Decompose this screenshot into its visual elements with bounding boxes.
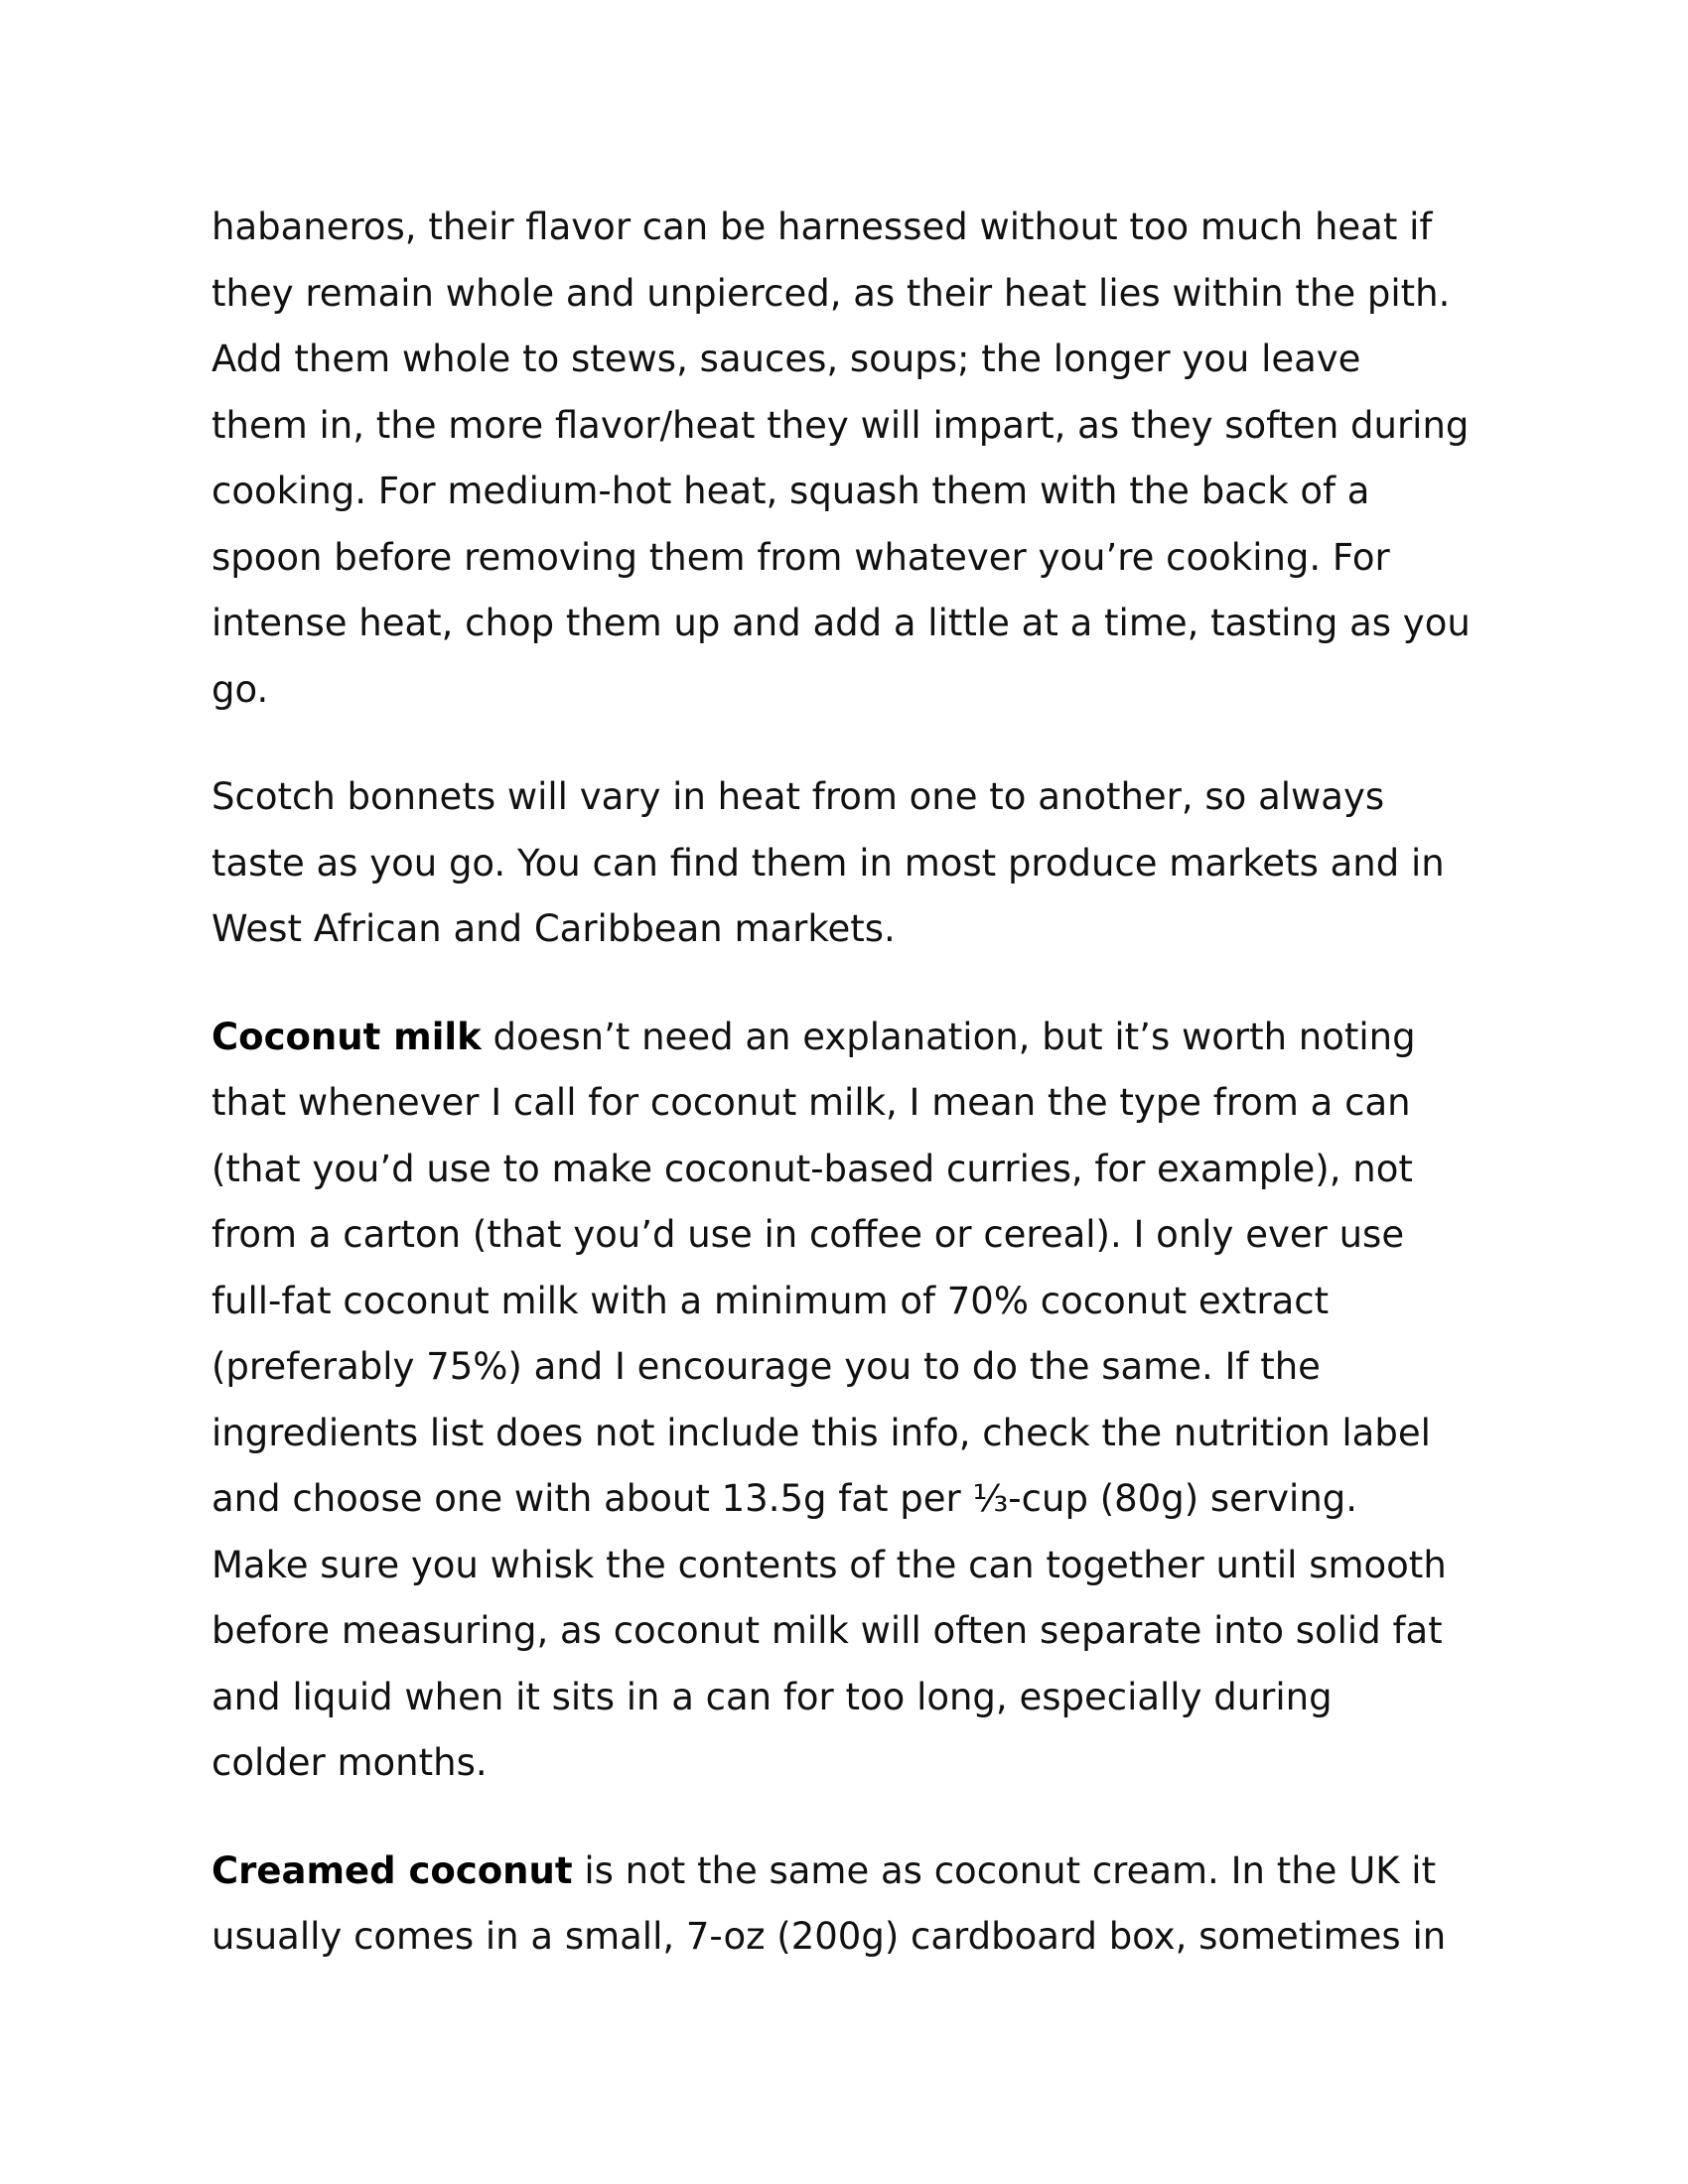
term-coconut-milk: Coconut milk: [211, 1015, 482, 1058]
text-line: and liquid when it sits in a can for too long, especially during: [211, 1675, 1333, 1718]
text-line: and choose one with about 13.5g fat per ⅓-cup (80g) serving.: [211, 1477, 1358, 1520]
text-line: spoon before removing them from whatever you’re cooking. For: [211, 535, 1390, 579]
text-line: from a carton (that you’d use in coffee or cereal). I only ever use: [211, 1213, 1405, 1256]
text-line: intense heat, chop them up and add a little at a time, tasting as you: [211, 602, 1471, 644]
text-line: Add them whole to stews, sauces, soups; the longer you leave: [211, 338, 1361, 380]
text-line: (preferably 75%) and I encourage you to do the same. If the: [211, 1345, 1321, 1388]
text-line: they remain whole and unpierced, as their heat lies within the pith.: [211, 271, 1451, 315]
text-line: habaneros, their flavor can be harnessed without too much heat if: [211, 205, 1433, 248]
text-line: cooking. For medium-hot heat, squash them with the back of a: [211, 470, 1370, 512]
text-line: Make sure you whisk the contents of the can together until smooth: [211, 1543, 1447, 1586]
text-line: [211, 1005, 1512, 1071]
text-line: usually comes in a small, 7-oz (200g) cardboard box, sometimes in: [211, 1915, 1447, 1958]
text-line: ingredients list does not include this info, check the nutrition label: [211, 1411, 1431, 1454]
text-line: them in, the more flavor/heat they will impart, as they soften during: [211, 403, 1470, 447]
document-page: [211, 195, 1512, 1971]
text-line: go.: [211, 667, 269, 711]
text-line: [211, 1839, 1512, 1905]
paragraph-scotch-bonnets: [211, 764, 1512, 963]
paragraph-coconut-milk: [211, 1005, 1512, 1797]
paragraph-creamed-coconut: [211, 1839, 1512, 1971]
text-run: doesn’t need an explanation, but it’s worth noting: [481, 1015, 1416, 1058]
paragraph-habaneros: [211, 195, 1512, 723]
text-line: Scotch bonnets will vary in heat from one to another, so always: [211, 775, 1385, 818]
text-line: colder months.: [211, 1741, 488, 1784]
term-creamed-coconut: Creamed coconut: [211, 1848, 573, 1892]
text-line: West African and Caribbean markets.: [211, 907, 896, 950]
text-line: full-fat coconut milk with a minimum of 70% coconut extract: [211, 1279, 1330, 1322]
text-line: that whenever I call for coconut milk, I mean the type from a can: [211, 1081, 1411, 1124]
text-run: is not the same as coconut cream. In the UK it: [572, 1848, 1437, 1892]
text-line: taste as you go. You can find them in most produce markets and in: [211, 841, 1445, 885]
text-line: (that you’d use to make coconut-based curries, for example), not: [211, 1147, 1413, 1190]
text-line: before measuring, as coconut milk will often separate into solid fat: [211, 1609, 1443, 1652]
